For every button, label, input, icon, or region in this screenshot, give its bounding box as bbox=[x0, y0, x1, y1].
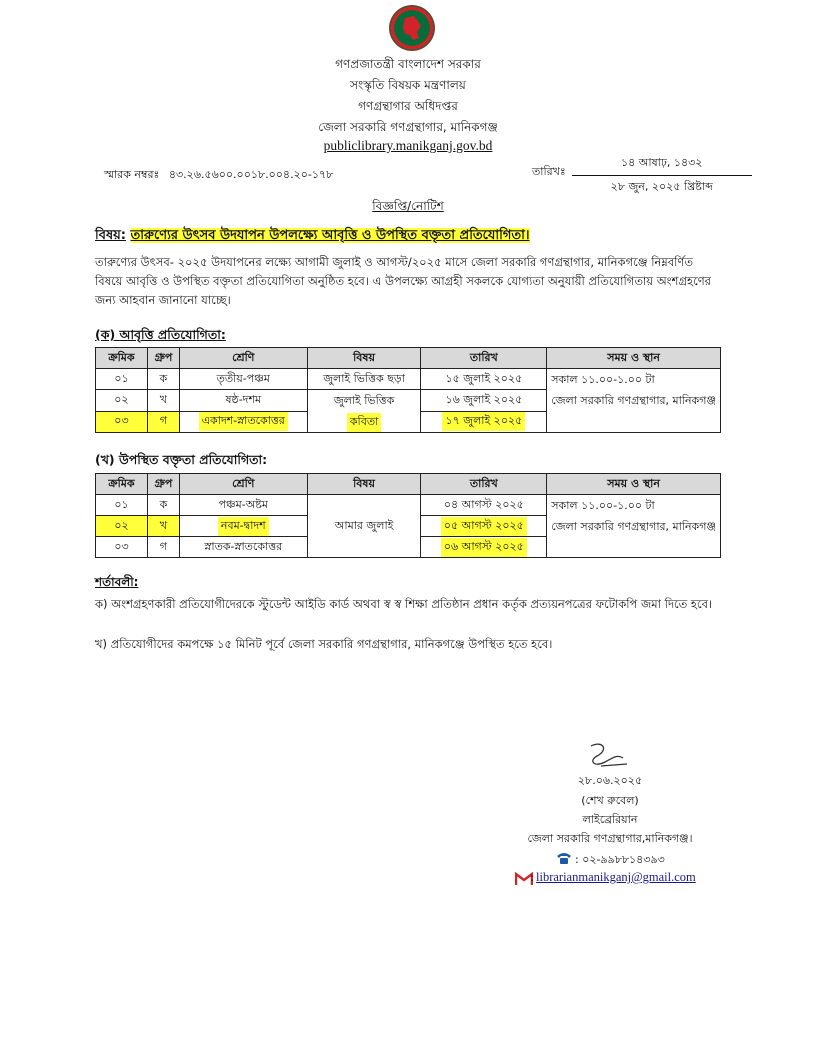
topic-cell: জুলাই ভিত্তিক ছড়া bbox=[307, 369, 421, 390]
time-text: সকাল ১১.০০-১.০০ টা bbox=[551, 499, 655, 512]
memo-label: স্মারক নম্বরঃ bbox=[104, 168, 160, 181]
serial-cell: ০২ bbox=[96, 390, 148, 412]
date-label: তারিখঃ bbox=[532, 165, 566, 178]
email-prefix: : bbox=[530, 871, 534, 884]
govt-name: গণপ্রজাতন্ত্রী বাংলাদেশ সরকার bbox=[335, 57, 481, 71]
topic-line-2: কবিতা bbox=[347, 413, 381, 432]
class-cell: পঞ্চম-অষ্টম bbox=[179, 495, 307, 516]
condition-item: খ) প্রতিযোগীদের কমপক্ষে ১৫ মিনিট পূর্বে জেলা সরকারি গণগ্রন্থাগার, মানিকগঞ্জে উপস্থিত হতে হবে। bbox=[95, 637, 553, 651]
col-topic: বিষয় bbox=[307, 348, 421, 369]
col-topic: বিষয় bbox=[307, 474, 421, 495]
col-class: শ্রেণি bbox=[179, 348, 307, 369]
serial-cell: ০৩ bbox=[96, 411, 148, 433]
venue-text: জেলা সরকারি গণগ্রন্থাগার, মানিকগঞ্জ bbox=[551, 520, 716, 533]
topic-line-1: জুলাই ভিত্তিক bbox=[333, 394, 395, 407]
class-cell: স্নাতক-স্নাতকোত্তর bbox=[179, 537, 307, 558]
class-cell: ষষ্ঠ-দশম bbox=[179, 390, 307, 412]
class-cell: নবম-দ্বাদশ bbox=[218, 517, 269, 536]
section-b-title: (খ) উপস্থিত বক্তৃতা প্রতিযোগিতা: bbox=[95, 452, 268, 467]
class-cell: তৃতীয়-পঞ্চম bbox=[179, 369, 307, 390]
col-group: গ্রুপ bbox=[147, 474, 179, 495]
col-group: গ্রুপ bbox=[147, 348, 179, 369]
website-link[interactable]: publiclibrary.manikganj.gov.bd bbox=[323, 138, 493, 153]
group-cell: খ bbox=[147, 516, 179, 537]
serial-cell: ০১ bbox=[96, 495, 148, 516]
subject-text: তারুণ্যের উৎসব উদযাপন উপলক্ষ্যে আবৃত্তি ও উপস্থিত বক্তৃতা প্রতিযোগিতা। bbox=[130, 228, 530, 243]
table-header-row bbox=[96, 348, 721, 369]
date-cell: ০৪ আগস্ট ২০২৫ bbox=[421, 495, 547, 516]
ministry-name: সংস্কৃতি বিষয়ক মন্ত্রণালয় bbox=[350, 78, 466, 92]
serial-cell: ০২ bbox=[96, 516, 148, 537]
serial-cell: ০১ bbox=[96, 369, 148, 390]
time-venue-cell bbox=[547, 495, 721, 558]
col-class: শ্রেণি bbox=[179, 474, 307, 495]
date-cell: ১৫ জুলাই ২০২৫ bbox=[421, 369, 547, 390]
directorate-name: গণগ্রন্থাগার অধিদপ্তর bbox=[358, 99, 458, 113]
signatory-office: জেলা সরকারি গণগ্রন্থাগার,মানিকগঞ্জ। bbox=[527, 832, 693, 845]
group-cell: খ bbox=[147, 390, 179, 412]
class-cell: একাদশ-স্নাতকোত্তর bbox=[199, 412, 288, 431]
telephone-icon bbox=[556, 851, 572, 865]
memo-number bbox=[104, 166, 333, 185]
government-emblem-icon bbox=[388, 4, 436, 52]
memo-value: ৪৩.২৬.৫৬০০.০০১৮.০০৪.২০-১৭৮ bbox=[168, 168, 334, 181]
signature-date: ২৮.০৬.২০২৫ bbox=[577, 774, 643, 787]
date-block bbox=[532, 154, 752, 197]
signature-mark-icon bbox=[583, 740, 633, 774]
col-time-venue: সময় ও স্থান bbox=[547, 348, 721, 369]
phone-number: : ০২-৯৯৮৮১৪৩৯৩ bbox=[575, 853, 665, 866]
section-a-title: (ক) আবৃত্তি প্রতিযোগিতা: bbox=[95, 327, 226, 342]
table-header-row bbox=[96, 474, 721, 495]
col-serial: ক্রমিক bbox=[96, 348, 148, 369]
group-cell: গ bbox=[147, 537, 179, 558]
group-cell: ক bbox=[147, 369, 179, 390]
notice-title: বিজ্ঞপ্তি/নোটিশ bbox=[372, 199, 444, 213]
serial-cell: ০৩ bbox=[96, 537, 148, 558]
date-cell: ১৭ জুলাই ২০২৫ bbox=[442, 412, 525, 431]
date-cell: ০৬ আগস্ট ২০২৫ bbox=[441, 538, 527, 557]
group-cell: গ bbox=[147, 411, 179, 433]
date-gregorian: ২৮ জুন, ২০২৫ খ্রিষ্টাব্দ bbox=[610, 180, 713, 193]
subject-line bbox=[95, 226, 530, 247]
condition-item: ক) অংশগ্রহণকারী প্রতিযোগীদেরকে স্টুডেন্ট আইডি কার্ড অথবা স্ব স্ব শিক্ষা প্রতিষ্ঠান প্রধান কর্তৃক প্রত্যয়নপত্রের ফটোকপি জমা দিতে হবে। bbox=[95, 597, 713, 611]
col-date: তারিখ bbox=[421, 474, 547, 495]
recitation-table bbox=[95, 347, 721, 433]
date-cell: ১৬ জুলাই ২০২৫ bbox=[421, 390, 547, 412]
time-text: সকাল ১১.০০-১.০০ টা bbox=[551, 373, 655, 386]
intro-paragraph: তারুণ্যের উৎসব- ২০২৫ উদযাপনের লক্ষ্যে আগামী জুলাই ও আগস্ট/২০২৫ মাসে জেলা সরকারি গণগ্রন্থাগার, মানিকগঞ্জে নিম্নবর্ণিত বিষয়ে আবৃত্তি ও উপস্থিত বক্তৃতা প্রতিযোগিতা অনুষ্ঠিত হবে। এ উপলক্ষ্যে আগ্রহী সকলকে যোগ্যতা অনুযায়ী প্রতিযোগিতায় অংশগ্রহণের জন্য আহবান জানানো যাচ্ছে। bbox=[95, 255, 711, 307]
speech-table bbox=[95, 473, 721, 558]
date-bangla: ১৪ আষাঢ়, ১৪৩২ bbox=[572, 154, 752, 176]
topic-cell: আমার জুলাই bbox=[307, 495, 421, 558]
date-cell: ০৫ আগস্ট ২০২৫ bbox=[441, 517, 527, 536]
venue-text: জেলা সরকারি গণগ্রন্থাগার, মানিকগঞ্জ bbox=[551, 394, 716, 407]
signatory-designation: লাইব্রেরিয়ান bbox=[582, 813, 638, 826]
group-cell: ক bbox=[147, 495, 179, 516]
col-date: তারিখ bbox=[421, 348, 547, 369]
signatory-name: (শেখ রুবেল) bbox=[581, 794, 639, 807]
conditions-title: শর্তাবলী: bbox=[95, 575, 139, 589]
subject-label: বিষয়: bbox=[95, 228, 126, 243]
office-name: জেলা সরকারি গণগ্রন্থাগার, মানিকগঞ্জ bbox=[318, 120, 498, 134]
email-link[interactable]: librarianmanikganj@gmail.com bbox=[536, 870, 696, 884]
topic-cell bbox=[307, 390, 421, 433]
col-serial: ক্রমিক bbox=[96, 474, 148, 495]
col-time-venue: সময় ও স্থান bbox=[547, 474, 721, 495]
time-venue-cell bbox=[547, 369, 721, 433]
table-row bbox=[96, 369, 721, 390]
table-row bbox=[96, 495, 721, 516]
